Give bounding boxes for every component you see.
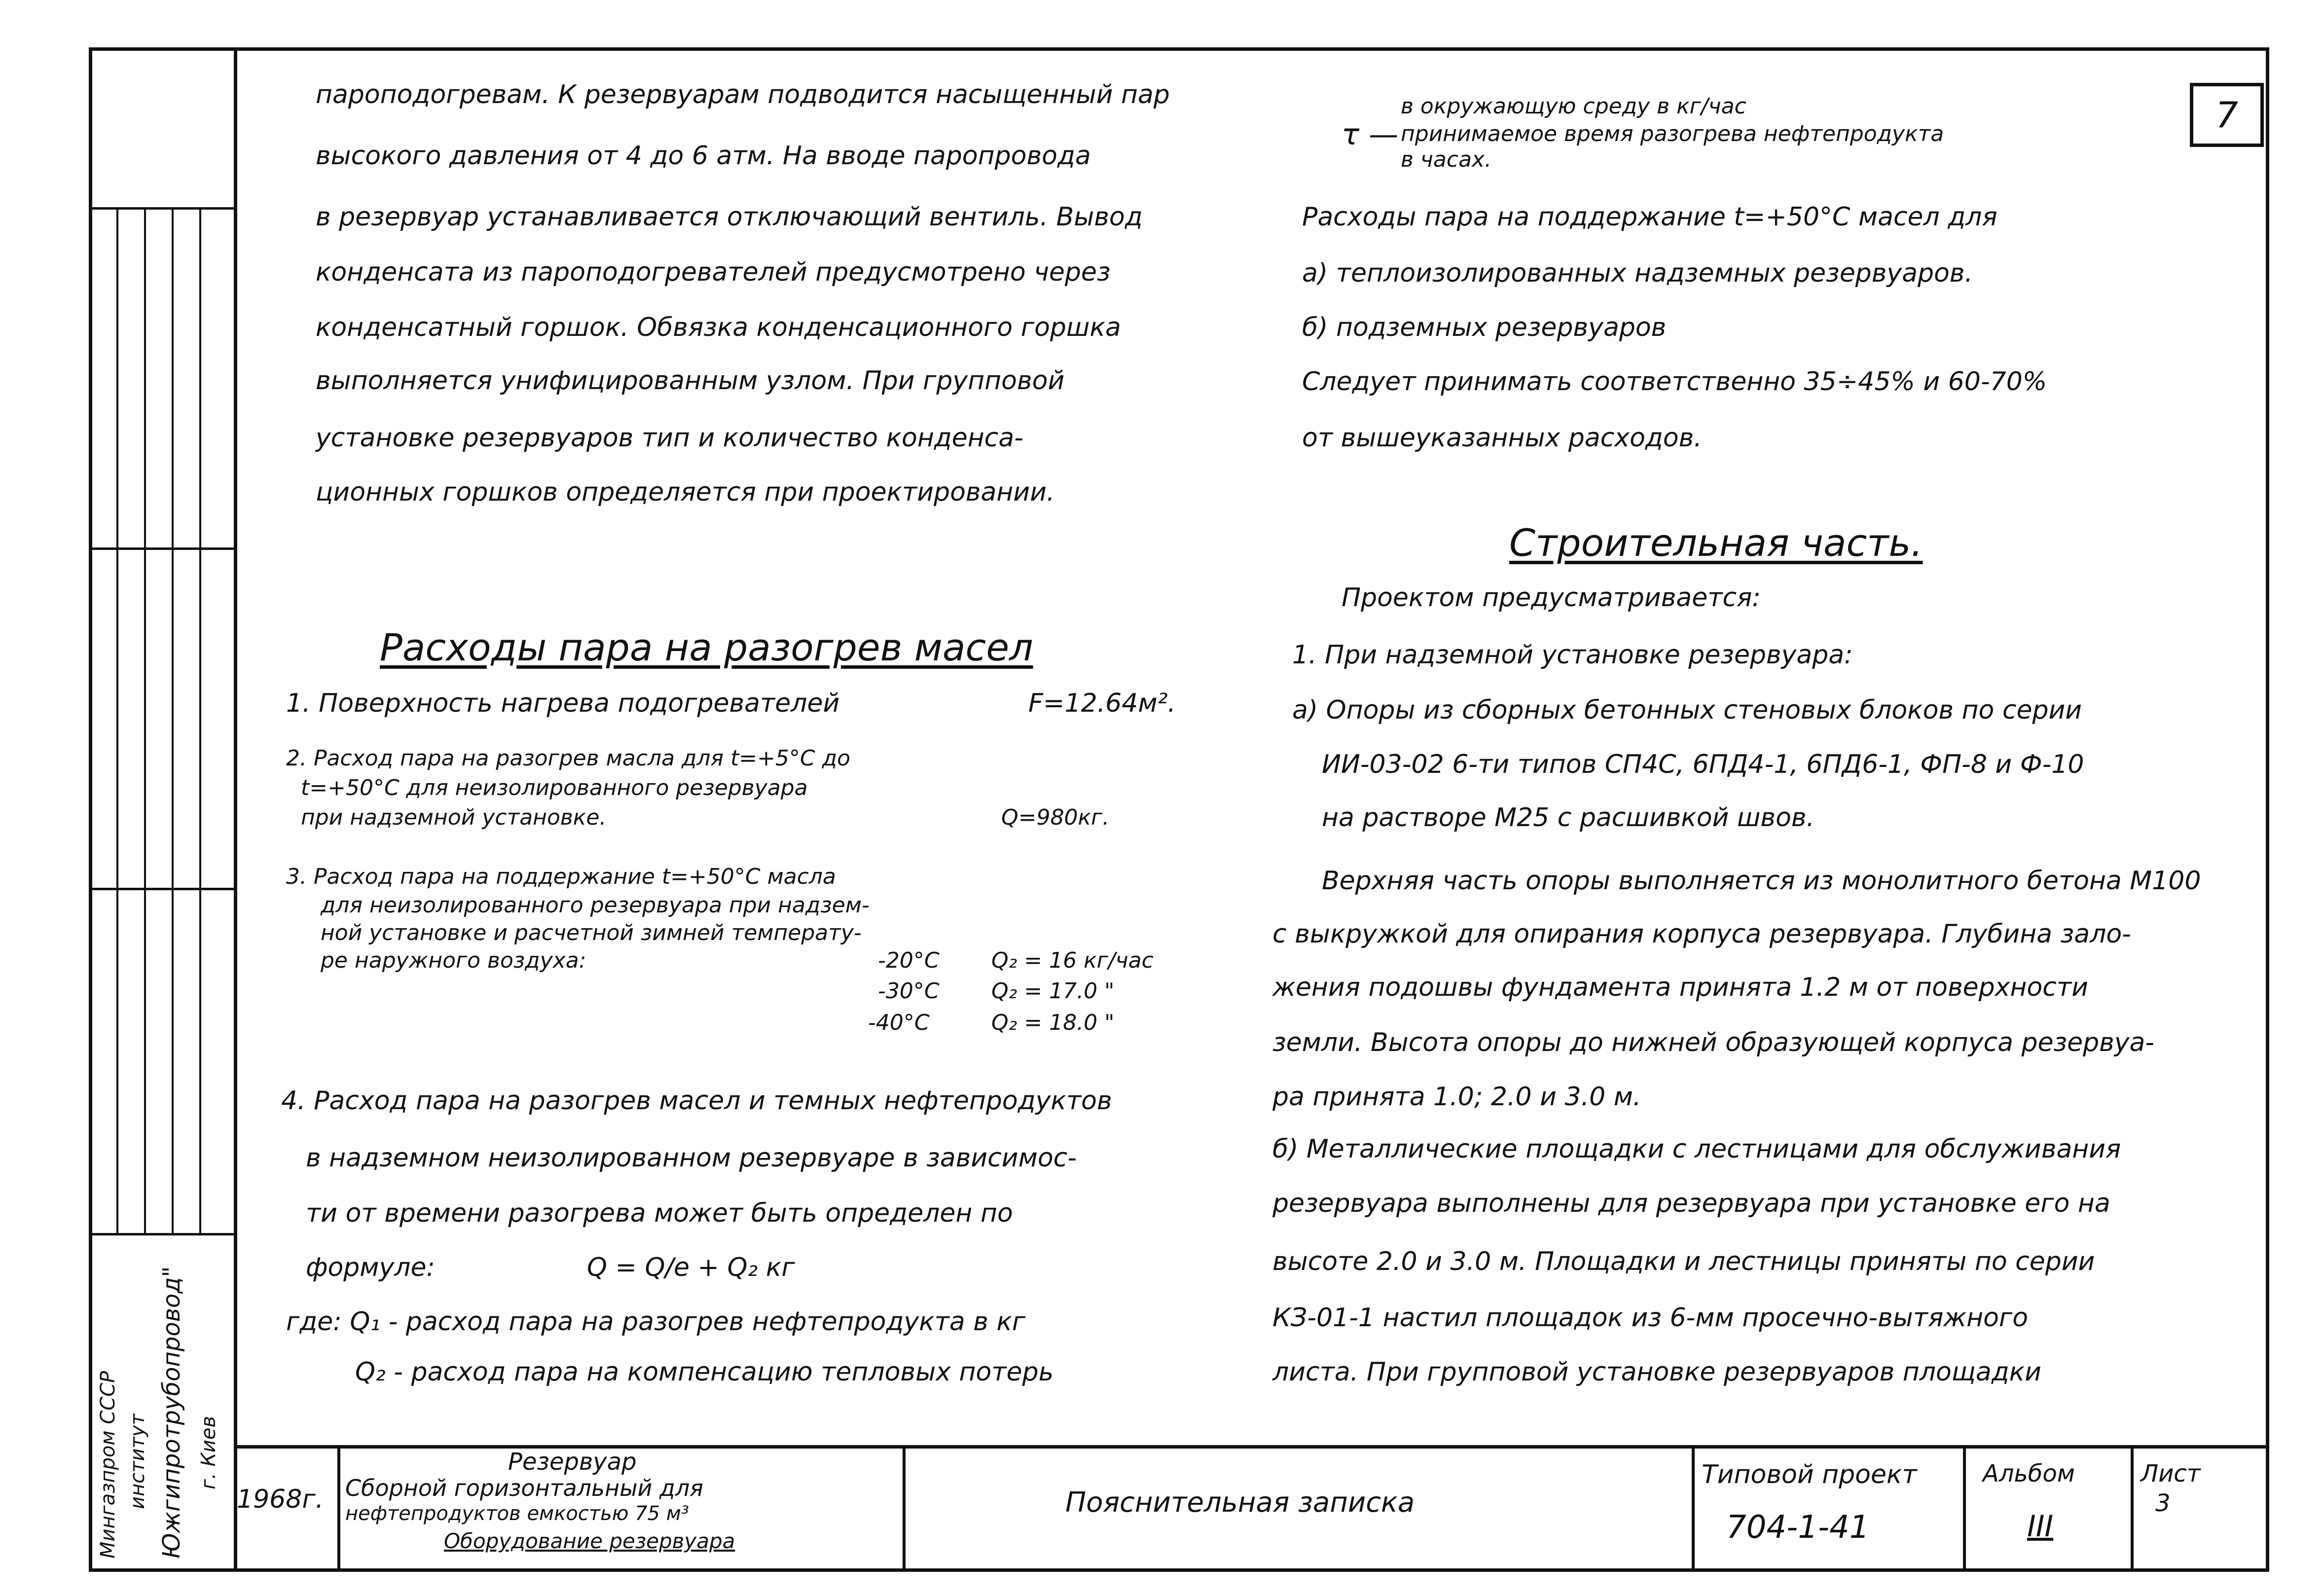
item-2-line: 2. Расход пара на разогрев масла для t=+5°C до (286, 746, 851, 771)
intro-line: в резервуар устанавливается отключающий вентиль. Вывод (316, 202, 1143, 232)
margin-tick (89, 207, 237, 210)
project-number: 704-1-41 (1726, 1509, 1870, 1546)
margin-tick (89, 547, 237, 550)
margin-tick (89, 888, 237, 890)
intro-line: конденсатный горшок. Обвязка конденсационного горшка (316, 313, 1121, 342)
stamp-col (144, 207, 146, 1233)
object-line: Сборной горизонтальный для (345, 1475, 703, 1501)
intro-line: конденсата из пароподогревателей предусмотрено через (316, 257, 1111, 287)
margin-tick (89, 1233, 237, 1235)
formula-where-1: где: Q₁ - расход пара на разогрев нефтепродукта в кг (286, 1307, 1026, 1337)
item-2-line: t=+50°C для неизолированного резервуара (301, 775, 808, 800)
frame-right (2266, 47, 2269, 1571)
sheet-label: Лист (2141, 1460, 2201, 1487)
para2-line: 1. При надземной установке резервуара: (1292, 640, 1853, 670)
side-stamp-name: Южгипротрубопровод" (158, 1266, 185, 1559)
temperature: -40°C (868, 1010, 930, 1035)
temperature-value: Q₂ = 16 кг/час (991, 948, 1154, 973)
para2-line: ра принята 1.0; 2.0 и 3.0 м. (1272, 1082, 1641, 1112)
temperature-value: Q₂ = 17.0 " (991, 979, 1115, 1004)
para1-line: Следует принимать соответственно 35÷45% и 60-70% (1302, 367, 2047, 397)
para2-line: жения подошвы фундамента принята 1.2 м от поверхности (1272, 973, 2088, 1002)
item-1: 1. Поверхность нагрева подогревателей (286, 689, 840, 718)
album-value: III (2027, 1509, 2054, 1544)
item-4-line: 4. Расход пара на разогрев масел и темных нефтепродуктов (281, 1086, 1112, 1116)
top-note-line: в часах. (1401, 147, 1492, 172)
tb-div-doc (1692, 1445, 1695, 1571)
temperature: -30°C (878, 979, 940, 1004)
tb-div-year (337, 1445, 340, 1571)
project-label: Типовой проект (1702, 1460, 1917, 1489)
temperature-value: Q₂ = 18.0 " (991, 1010, 1115, 1035)
item-3-line: ной установке и расчетной зимней температу- (321, 920, 862, 945)
object-line: нефтепродуктов емкостью 75 м³ (345, 1502, 689, 1525)
stamp-col (172, 207, 174, 1233)
para1-line: б) подземных резервуаров (1302, 313, 1667, 342)
section-heading-steam: Расходы пара на разогрев масел (380, 625, 1033, 669)
intro-line: ционных горшков определяется при проектировании. (316, 477, 1055, 507)
stamp-col (116, 207, 118, 1233)
intro-line: высокого давления от 4 до 6 атм. На вводе паропровода (316, 141, 1091, 171)
item-3-line: ре наружного воздуха: (321, 948, 586, 973)
side-stamp-city: г. Киев (197, 1415, 220, 1489)
tb-div-album (1963, 1445, 1966, 1571)
para2-line: Проектом предусматривается: (1342, 583, 1761, 613)
side-stamp-ministry: Мингазпром СССР (97, 1371, 119, 1559)
title-block-year: 1968г. (237, 1485, 324, 1514)
para2-line: с выкружкой для опирания корпуса резервуара. Глубина зало- (1272, 919, 2131, 949)
object-line: Оборудование резервуара (444, 1529, 735, 1553)
para2-line: а) Опоры из сборных бетонных стеновых блоков по серии (1292, 695, 2082, 725)
para1-line: а) теплоизолированных надземных резервуаров. (1302, 258, 1973, 288)
item-2-line: при надземной установке. (301, 805, 607, 830)
top-note-line: принимаемое время разогрева нефтепродукта (1401, 121, 1944, 146)
side-stamp-institute: институт (126, 1414, 149, 1509)
tb-div-object (903, 1445, 906, 1571)
para2-line: земли. Высота опоры до нижней образующей корпуса резервуа- (1272, 1028, 2155, 1057)
intro-line: установке резервуаров тип и количество конденса- (316, 423, 1024, 453)
para2-line: резервуара выполнены для резервуара при установке его на (1272, 1189, 2110, 1218)
para1-line: Расходы пара на поддержание t=+50°C масел для (1302, 202, 1997, 232)
doc-title: Пояснительная записка (1065, 1487, 1415, 1519)
frame-left (89, 47, 92, 1571)
item-3-line: для неизолированного резервуара при надзем- (321, 893, 870, 918)
para2-line: Верхняя часть опоры выполняется из монолитного бетона М100 (1322, 866, 2201, 896)
top-note-line: в окружающую среду в кг/час (1401, 94, 1746, 119)
frame-bottom (89, 1568, 2269, 1572)
intro-line: пароподогревам. К резервуарам подводится насыщенный пар (316, 80, 1170, 109)
temperature: -20°C (878, 948, 940, 973)
frame-top (89, 47, 2269, 51)
item-1-value: F=12.64м². (1028, 689, 1176, 718)
para2-line: высоте 2.0 и 3.0 м. Площадки и лестницы приняты по серии (1272, 1247, 2095, 1276)
album-label: Альбом (1983, 1460, 2075, 1487)
stamp-col (199, 207, 201, 1233)
para2-line: на растворе М25 с расшивкой швов. (1322, 803, 1815, 833)
sheet-value: 3 (2155, 1489, 2171, 1517)
object-line: Резервуар (508, 1448, 637, 1476)
para2-line: листа. При групповой установке резервуаров площадки (1272, 1357, 2041, 1387)
item-4-line: в надземном неизолированном резервуаре в зависимос- (306, 1143, 1077, 1173)
item-4-line: формуле: (306, 1253, 436, 1282)
formula-where-2: Q₂ - расход пара на компенсацию тепловых потерь (355, 1357, 1054, 1387)
item-3-line: 3. Расход пара на поддержание t=+50°C масла (286, 864, 836, 889)
page-number: 7 (2190, 83, 2264, 147)
margin-strip-line (234, 47, 237, 1571)
para2-line: КЗ-01-1 настил площадок из 6-мм просечно-вытяжного (1272, 1303, 2029, 1333)
formula: Q = Q/e + Q₂ кг (587, 1253, 795, 1282)
item-4-line: ти от времени разогрева может быть определен по (306, 1198, 1013, 1228)
intro-line: выполняется унифицированным узлом. При групповой (316, 366, 1065, 396)
para2-line: ИИ-03-02 6-ти типов СП4С, 6ПД4-1, 6ПД6-1, ФП-8 и Ф-10 (1322, 750, 2084, 779)
tb-div-sheet (2131, 1445, 2134, 1571)
para2-line: б) Металлические площадки с лестницами для обслуживания (1272, 1134, 2121, 1164)
section-heading-construction: Строительная часть. (1509, 521, 1923, 565)
item-2-value: Q=980кг. (1001, 805, 1110, 830)
para1-line: от вышеуказанных расходов. (1302, 423, 1702, 453)
tau-symbol: τ — (1342, 117, 1399, 152)
